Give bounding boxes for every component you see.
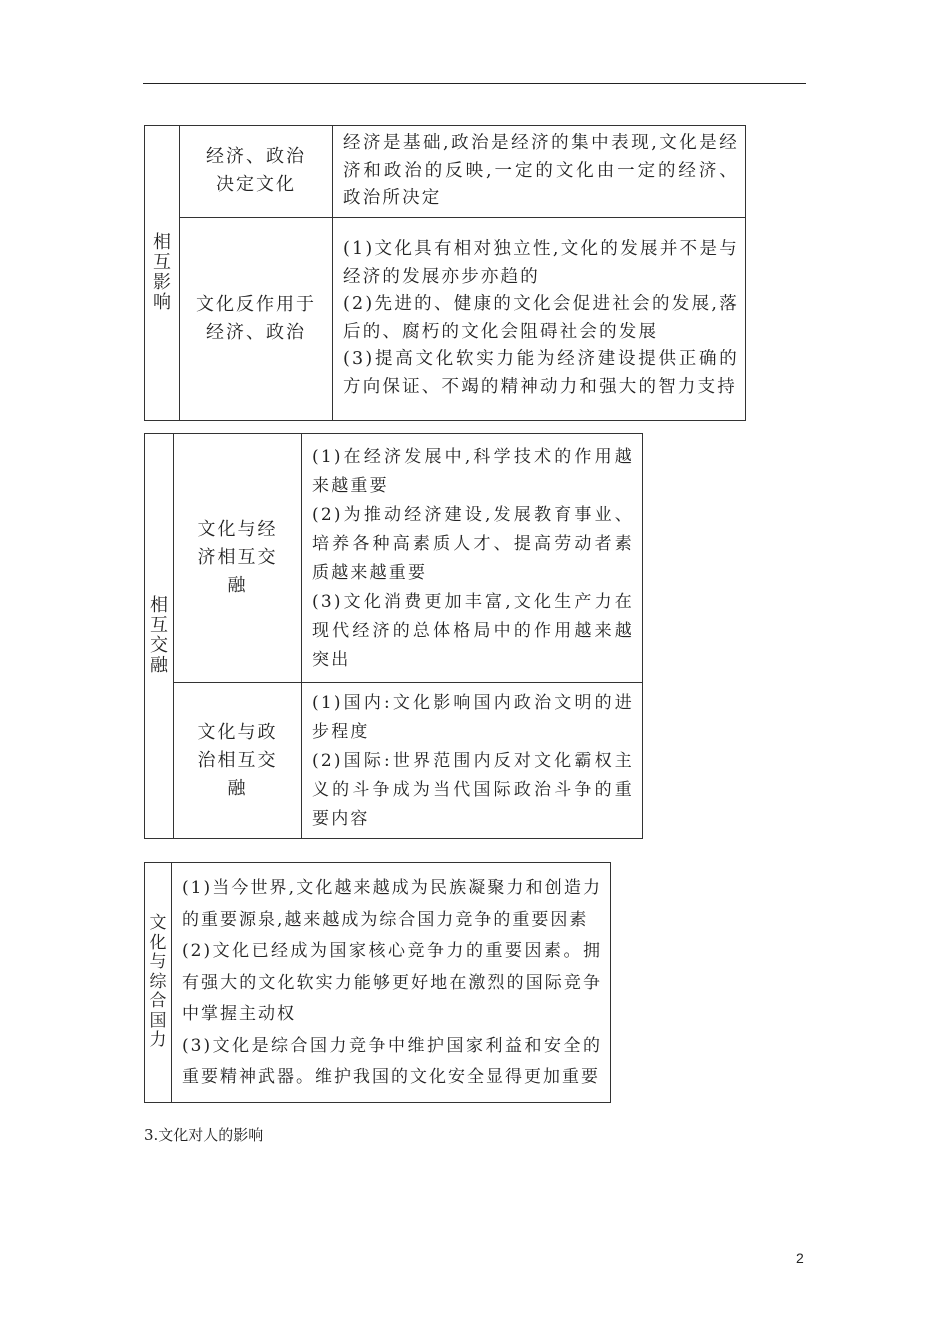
- row-content-cell: [302, 434, 643, 683]
- group-label-cell: [145, 863, 172, 1103]
- row-content-cell: [333, 126, 746, 218]
- content-line: (2)先进的、健康的文化会促进社会的发展,落后的、腐朽的文化会阻碍社会的发展: [343, 294, 739, 342]
- content-line: (2)国际:世界范围内反对文化霸权主义的斗争成为当代国际政治斗争的重要内容: [312, 751, 634, 829]
- mutual-integration-table: [144, 433, 643, 839]
- section-heading: 3.文化对人的影响: [144, 1126, 264, 1144]
- content-line: (1)当今世界,文化越来越成为民族凝聚力和创造力的重要源泉,越来越成为综合国力竞争的重要因素: [182, 878, 602, 930]
- row-label: 文化与政治相互交融: [197, 721, 278, 799]
- content-line: 经济是基础,政治是经济的集中表现,文化是经济和政治的反映,一定的文化由一定的经济、政治所决定: [343, 133, 739, 208]
- row-label: 经济、政治决定文化: [206, 146, 306, 196]
- page-number: 2: [796, 1250, 804, 1266]
- row-label: 文化反作用于经济、政治: [196, 293, 316, 343]
- group-label: 相互交融: [150, 595, 168, 676]
- content-line: (1)在经济发展中,科学技术的作用越来越重要: [312, 447, 634, 496]
- culture-national-power-table: [144, 862, 611, 1103]
- content-cell: [172, 863, 611, 1103]
- row-content-cell: [333, 217, 746, 420]
- group-label: 文化与综合国力: [149, 913, 167, 1051]
- content-line: (3)提高文化软实力能为经济建设提供正确的方向保证、不竭的精神动力和强大的智力支持: [343, 349, 739, 397]
- content-line: (1)国内:文化影响国内政治文明的进步程度: [312, 693, 634, 742]
- row-label: 文化与经济相互交融: [197, 519, 278, 596]
- content-line: (3)文化消费更加丰富,文化生产力在现代经济的总体格局中的作用越来越突出: [312, 592, 634, 670]
- row-label-cell: [174, 683, 302, 839]
- content-line: (2)文化已经成为国家核心竞争力的重要因素。拥有强大的文化软实力能够更好地在激烈的国际竞争中掌握主动权: [182, 941, 602, 1025]
- row-label-cell: [174, 434, 302, 683]
- row-label-cell: [180, 126, 333, 218]
- group-label: 相互影响: [153, 232, 171, 313]
- header-rule: [143, 83, 806, 84]
- content-line: (2)为推动经济建设,发展教育事业、培养各种高素质人才、提高劳动者素质越来越重要: [312, 505, 634, 583]
- content-line: (1)文化具有相对独立性,文化的发展并不是与经济的发展亦步亦趋的: [343, 239, 739, 287]
- group-label-cell: [145, 434, 174, 839]
- row-label-cell: [180, 217, 333, 420]
- mutual-influence-table: [144, 125, 746, 421]
- group-label-cell: [145, 126, 180, 421]
- content-line: (3)文化是综合国力竞争中维护国家利益和安全的重要精神武器。维护我国的文化安全显得更加重要: [182, 1035, 602, 1088]
- row-content-cell: [302, 683, 643, 839]
